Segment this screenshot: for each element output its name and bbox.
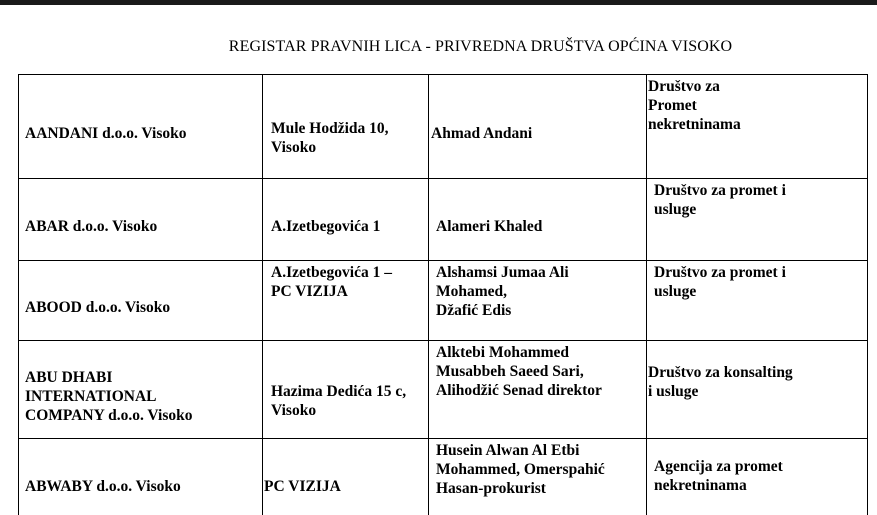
owner-line: Husein Alwan Al Etbi [436,442,580,459]
activity-line: i usluge [648,382,699,400]
owner-line: Mohamed, [436,283,508,300]
company-name-cell [19,261,263,341]
company-name-line: COMPANY d.o.o. Visoko [25,407,193,424]
owner-line: Alktebi Mohammed [436,344,570,361]
owner-cell [429,439,647,515]
company-name-cell [19,439,263,515]
register-table [18,74,868,515]
activity-cell [647,179,868,261]
activity-line: usluge [654,201,697,218]
company-name-cell [19,75,263,179]
activity-line: nekretninama [654,477,747,494]
address-cell [263,75,429,179]
table-row [19,341,868,439]
company-name-line: INTERNATIONAL [25,388,157,405]
owner-line: Alshamsi Jumaa Ali [436,264,569,281]
address-cell [263,341,429,439]
activity-cell [647,439,868,515]
owner-line: Hasan-prokurist [436,480,546,497]
top-edge-bar [0,0,877,5]
company-name-line: AANDANI d.o.o. Visoko [25,125,187,142]
document-title: REGISTAR PRAVNIH LICA - PRIVREDNA DRUŠTVA OPĆINA VISOKO [228,38,733,55]
owner-cell [429,261,647,341]
company-name-line: ABWABY d.o.o. Visoko [25,478,181,495]
owner-line: Alameri Khaled [436,218,543,235]
company-name-line: ABU DHABI [25,369,113,386]
owner-line: Mohammed, Omerspahić [436,461,605,478]
table-row [19,75,868,179]
address-line: Mule Hodžida 10, [271,119,389,137]
activity-line: Društvo za promet i [654,182,786,199]
table-row [19,261,868,341]
company-name-cell [19,341,263,439]
activity-cell [647,341,868,439]
activity-line: Agencija za promet [654,458,783,475]
company-name-line: ABAR d.o.o. Visoko [25,218,158,235]
address-line: PC VIZIJA [264,478,341,495]
table-row [19,439,868,515]
activity-line: Društvo za [648,78,720,95]
activity-line: usluge [654,283,697,300]
address-line: A.Izetbegovića 1 [271,218,381,235]
company-name-cell [19,179,263,261]
owner-line: Alihodžić Senad direktor [436,382,602,399]
owner-line: Ahmad Andani [431,125,533,142]
activity-cell [647,75,868,179]
address-line: Visoko [271,138,317,156]
owner-cell [429,341,647,439]
address-line: A.Izetbegovića 1 – [271,264,392,281]
address-line: PC VIZIJA [271,283,348,300]
activity-line: Društvo za konsalting [648,363,793,381]
activity-line: nekretninama [648,116,741,133]
activity-line: Društvo za promet i [654,264,786,281]
owner-line: Džafić Edis [436,302,512,319]
address-cell [263,261,429,341]
address-line: Hazima Dedića 15 c, [271,382,407,400]
activity-cell [647,261,868,341]
table-row [19,179,868,261]
address-line: Visoko [271,401,317,419]
activity-line: Promet [648,97,697,114]
company-name-line: ABOOD d.o.o. Visoko [25,299,171,316]
owner-line: Musabbeh Saeed Sari, [436,363,584,380]
address-cell [263,439,429,515]
owner-cell [429,75,647,179]
address-cell [263,179,429,261]
owner-cell [429,179,647,261]
